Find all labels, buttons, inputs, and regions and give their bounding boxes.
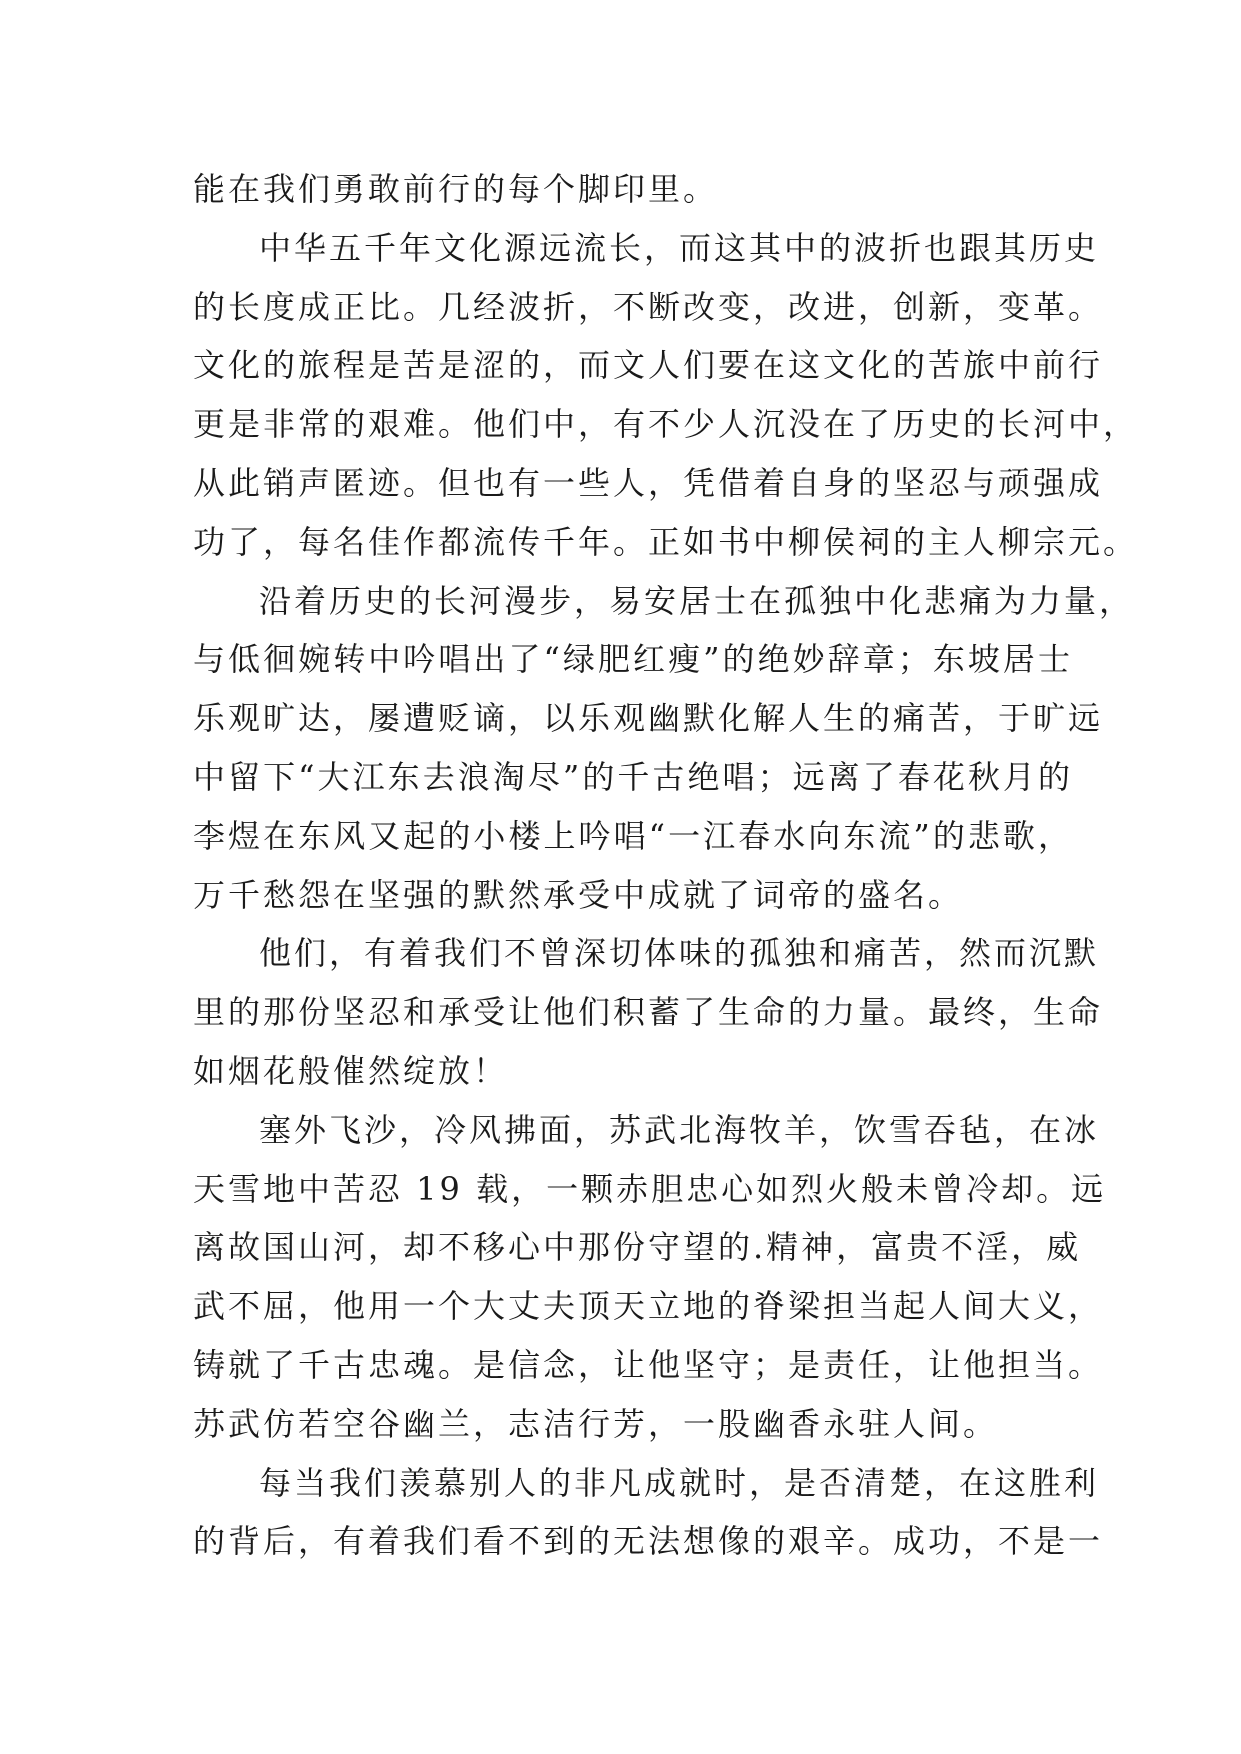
- text-line: 能在我们勇敢前行的每个脚印里。: [193, 170, 719, 208]
- paragraph-first-line: 中华五千年文化源远流长，而这其中的波折也跟其历史: [259, 228, 1100, 267]
- text-line: 离故国山河，却不移心中那份守望的.精神，富贵不淫，威: [193, 1228, 1082, 1267]
- text-line: 武不屈，他用一个大丈夫顶天立地的脊梁担当起人间大义，: [193, 1287, 1104, 1326]
- text-line: 文化的旅程是苦是涩的，而文人们要在这文化的苦旅中前行: [193, 346, 1104, 385]
- text-line: 铸就了千古忠魂。是信念，让他坚守；是责任，让他担当。: [193, 1345, 1104, 1384]
- paragraph-first-line: 沿着历史的长河漫步，易安居士在孤独中化悲痛为力量，: [259, 581, 1135, 620]
- text-line: 万千愁怨在坚强的默然承受中成就了词帝的盛名。: [193, 875, 964, 914]
- paragraph-first-line: 塞外飞沙，冷风拂面，苏武北海牧羊，饮雪吞毡，在冰: [259, 1110, 1100, 1149]
- text-line: 中留下“大江东去浪淘尽”的千古绝唱；远离了春花秋月的: [193, 757, 1073, 796]
- text-line: 如烟花般催然绽放！: [193, 1051, 509, 1090]
- text-line: 的背后，有着我们看不到的无法想像的艰辛。成功，不是一: [193, 1522, 1104, 1561]
- paragraph-first-line: 每当我们羡慕别人的非凡成就时，是否清楚，在这胜利: [259, 1463, 1100, 1502]
- text-line: 天雪地中苦忍 19 载，一颗赤胆忠心如烈火般未曾冷却。远: [193, 1169, 1107, 1208]
- text-line: 乐观旷达，屡遭贬谪，以乐观幽默化解人生的痛苦，于旷远: [193, 699, 1104, 738]
- text-line: 苏武仿若空谷幽兰，志洁行芳，一股幽香永驻人间。: [193, 1404, 999, 1443]
- text-line: 的长度成正比。几经波折，不断改变，改进，创新，变革。: [193, 287, 1104, 326]
- text-line: 与低徊婉转中吟唱出了“绿肥红瘦”的绝妙辞章；东坡居士: [193, 640, 1073, 679]
- text-line: 李煜在东风又起的小楼上吟唱“一江春水向东流”的悲歌，: [193, 816, 1073, 855]
- text-line: 从此销声匿迹。但也有一些人，凭借着自身的坚忍与顽强成: [193, 463, 1104, 502]
- body-text: [193, 160, 1139, 1571]
- text-line: 功了，每名佳作都流传千年。正如书中柳侯祠的主人柳宗元。: [193, 522, 1139, 561]
- text-line: 更是非常的艰难。他们中，有不少人沉没在了历史的长河中，: [193, 405, 1139, 444]
- paragraph-first-line: 他们，有着我们不曾深切体味的孤独和痛苦，然而沉默: [259, 934, 1100, 973]
- text-line: 里的那份坚忍和承受让他们积蓄了生命的力量。最终，生命: [193, 993, 1104, 1032]
